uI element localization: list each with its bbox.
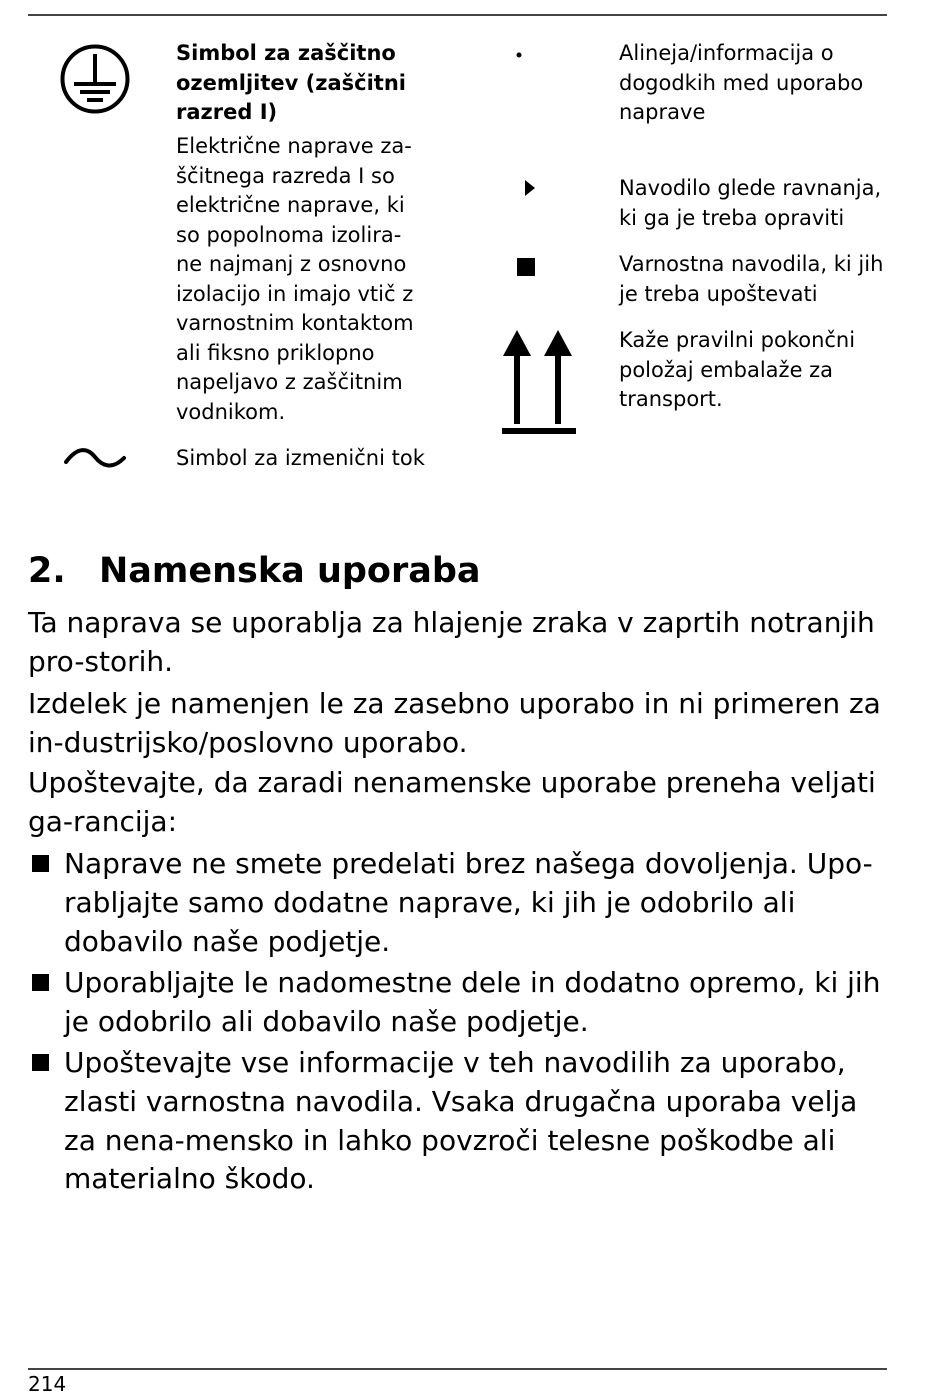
paragraph: Ta naprava se uporablja za hlajenje zraka v zaprtih notranjih pro-storih.: [28, 606, 875, 678]
section-title: Namenska uporaba: [99, 551, 481, 591]
square-bullet-icon: [32, 855, 49, 872]
black-square-icon: [516, 257, 536, 277]
section-number: 2.: [28, 551, 66, 591]
small-dot-icon: [515, 51, 523, 59]
list-item-text: Uporabljajte le nadomestne dele in dodatno opremo, ki jih je odobrilo ali dobavilo naše podjetje.: [64, 966, 881, 1038]
paragraph: Upoštevajte, da zaradi nenamenske uporabe preneha veljati ga-rancija:: [28, 766, 876, 838]
bullet-symbol-text: Alineja/informacija o dogodkih med uporabo naprave: [619, 41, 864, 124]
paragraph: Izdelek je namenjen le za zasebno uporabo in ni primeren za in-dustrijsko/poslovno uporabo.: [28, 687, 881, 759]
triangle-right-icon: [524, 179, 536, 197]
protective-earth-icon: [60, 44, 130, 114]
list-item-text: Upoštevajte vse informacije v teh navodilih za uporabo, zlasti varnostna navodila. Vsaka drugačna uporaba velja za nena-mensko in lahko povzroči telesne poškodbe ali materialno škodo.: [64, 1046, 858, 1196]
upright-symbol-text: Kaže pravilni pokončni položaj embalaže za transport.: [619, 328, 856, 411]
list-item-text: Naprave ne smete predelati brez našega dovoljenja. Upo-rabljajte samo dodatne naprave, ki jih je odobrilo ali dobavilo naše podjetje.: [64, 847, 873, 958]
top-rule: [28, 14, 887, 16]
page-number: 214: [28, 1372, 67, 1396]
square-bullet-icon: [32, 1054, 49, 1071]
ac-symbol-label: Simbol za izmenični tok: [176, 446, 425, 470]
square-symbol-text: Varnostna navodila, ki jih je treba upoštevati: [619, 252, 884, 306]
alternating-current-icon: [64, 448, 126, 470]
bottom-rule: [28, 1368, 887, 1370]
section-heading: [28, 548, 481, 594]
this-way-up-arrows-icon: [500, 328, 578, 438]
earth-symbol-title: Simbol za zaščitno ozemljitev (zaščitni razred I): [176, 41, 406, 124]
earth-symbol-description: Električne naprave za-ščitnega razreda I so električne naprave, ki so popolnoma izolira-ne najmanj z osnovno izolacijo in imajo vtič z varnostnim kontaktom ali fiksno priklopno napeljavo z zaščitnim vodnikom.: [176, 134, 414, 424]
square-bullet-icon: [32, 974, 49, 991]
arrow-symbol-text: Navodilo glede ravnanja, ki ga je treba opraviti: [619, 176, 882, 230]
